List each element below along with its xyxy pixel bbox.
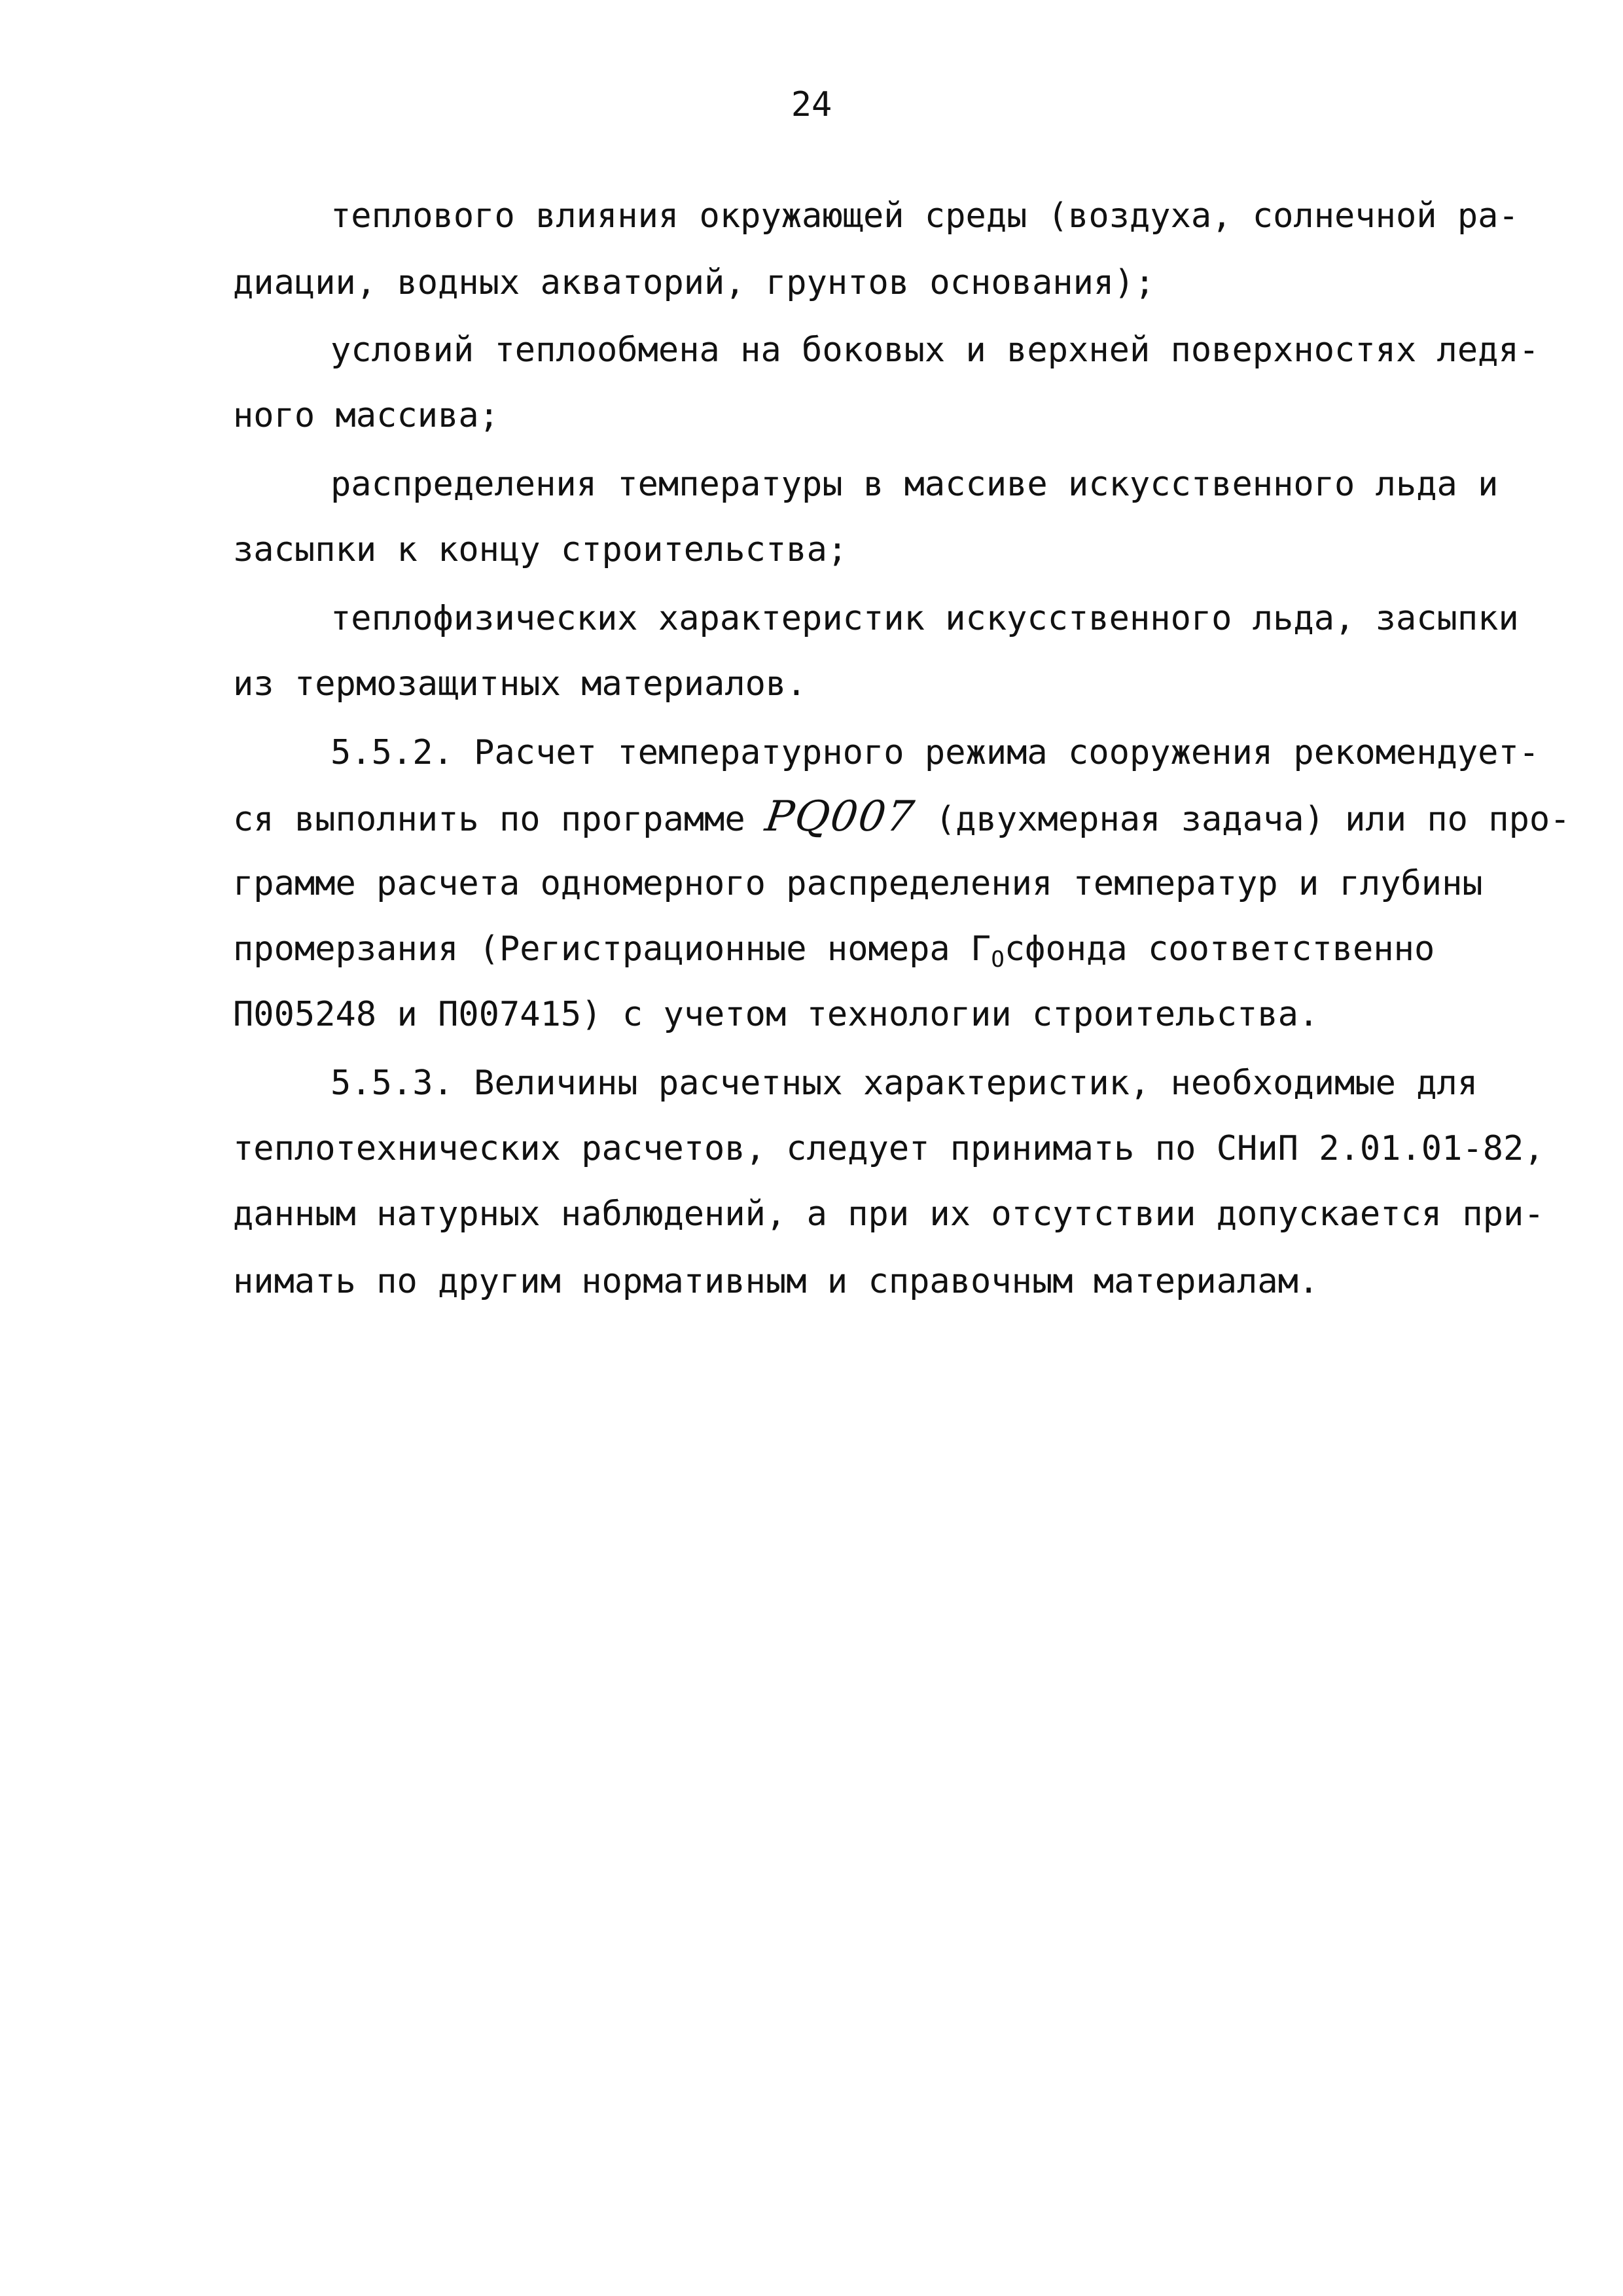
subscript: О xyxy=(991,946,1005,973)
text-line: диации, водных акваторий, грунтов основания); xyxy=(233,263,1155,302)
text-line: ного массива; xyxy=(233,396,499,435)
text-line: теплового влияния окружающей среды (воздуха, солнечной ра- xyxy=(330,196,1519,236)
text-line: теплотехнических расчетов, следует принимать по СНиП 2.01.01-82, xyxy=(233,1129,1544,1168)
text-line: 5.5.2. Расчет температурного режима сооружения рекомендует- xyxy=(330,733,1540,772)
text-line: засыпки к концу строительства; xyxy=(233,530,848,569)
text-line: условий теплообмена на боковых и верхней поверхностях ледя- xyxy=(330,331,1540,370)
text-line xyxy=(233,923,1435,986)
text-line: грамме расчета одномерного распределения температур и глубины xyxy=(233,864,1483,903)
page-number: 24 xyxy=(791,85,832,124)
text-line: теплофизических характеристик искусственного льда, засыпки xyxy=(330,599,1519,638)
text-segment: промерзания (Регистрационные номера Г xyxy=(233,929,991,969)
text-line: П005248 и П007415) с учетом технологии строительства. xyxy=(233,995,1319,1034)
text-segment: (двухмерная задача) или по про- xyxy=(935,800,1571,839)
program-name-handwritten: PQ007 xyxy=(762,793,918,841)
text-line: распределения температуры в массиве искусственного льда и xyxy=(330,465,1499,504)
text-line: нимать по другим нормативным и справочным материалам. xyxy=(233,1262,1319,1301)
text-line: 5.5.3. Величины расчетных характеристик, необходимые для xyxy=(330,1064,1478,1103)
text-line: из термозащитных материалов. xyxy=(233,664,807,704)
text-line: данным натурных наблюдений, а при их отсутствии допускается при- xyxy=(233,1194,1544,1234)
text-segment: ся выполнить по программе xyxy=(233,800,745,839)
text-line xyxy=(233,791,1571,846)
text-segment: сфонда соответственно xyxy=(1004,929,1435,969)
